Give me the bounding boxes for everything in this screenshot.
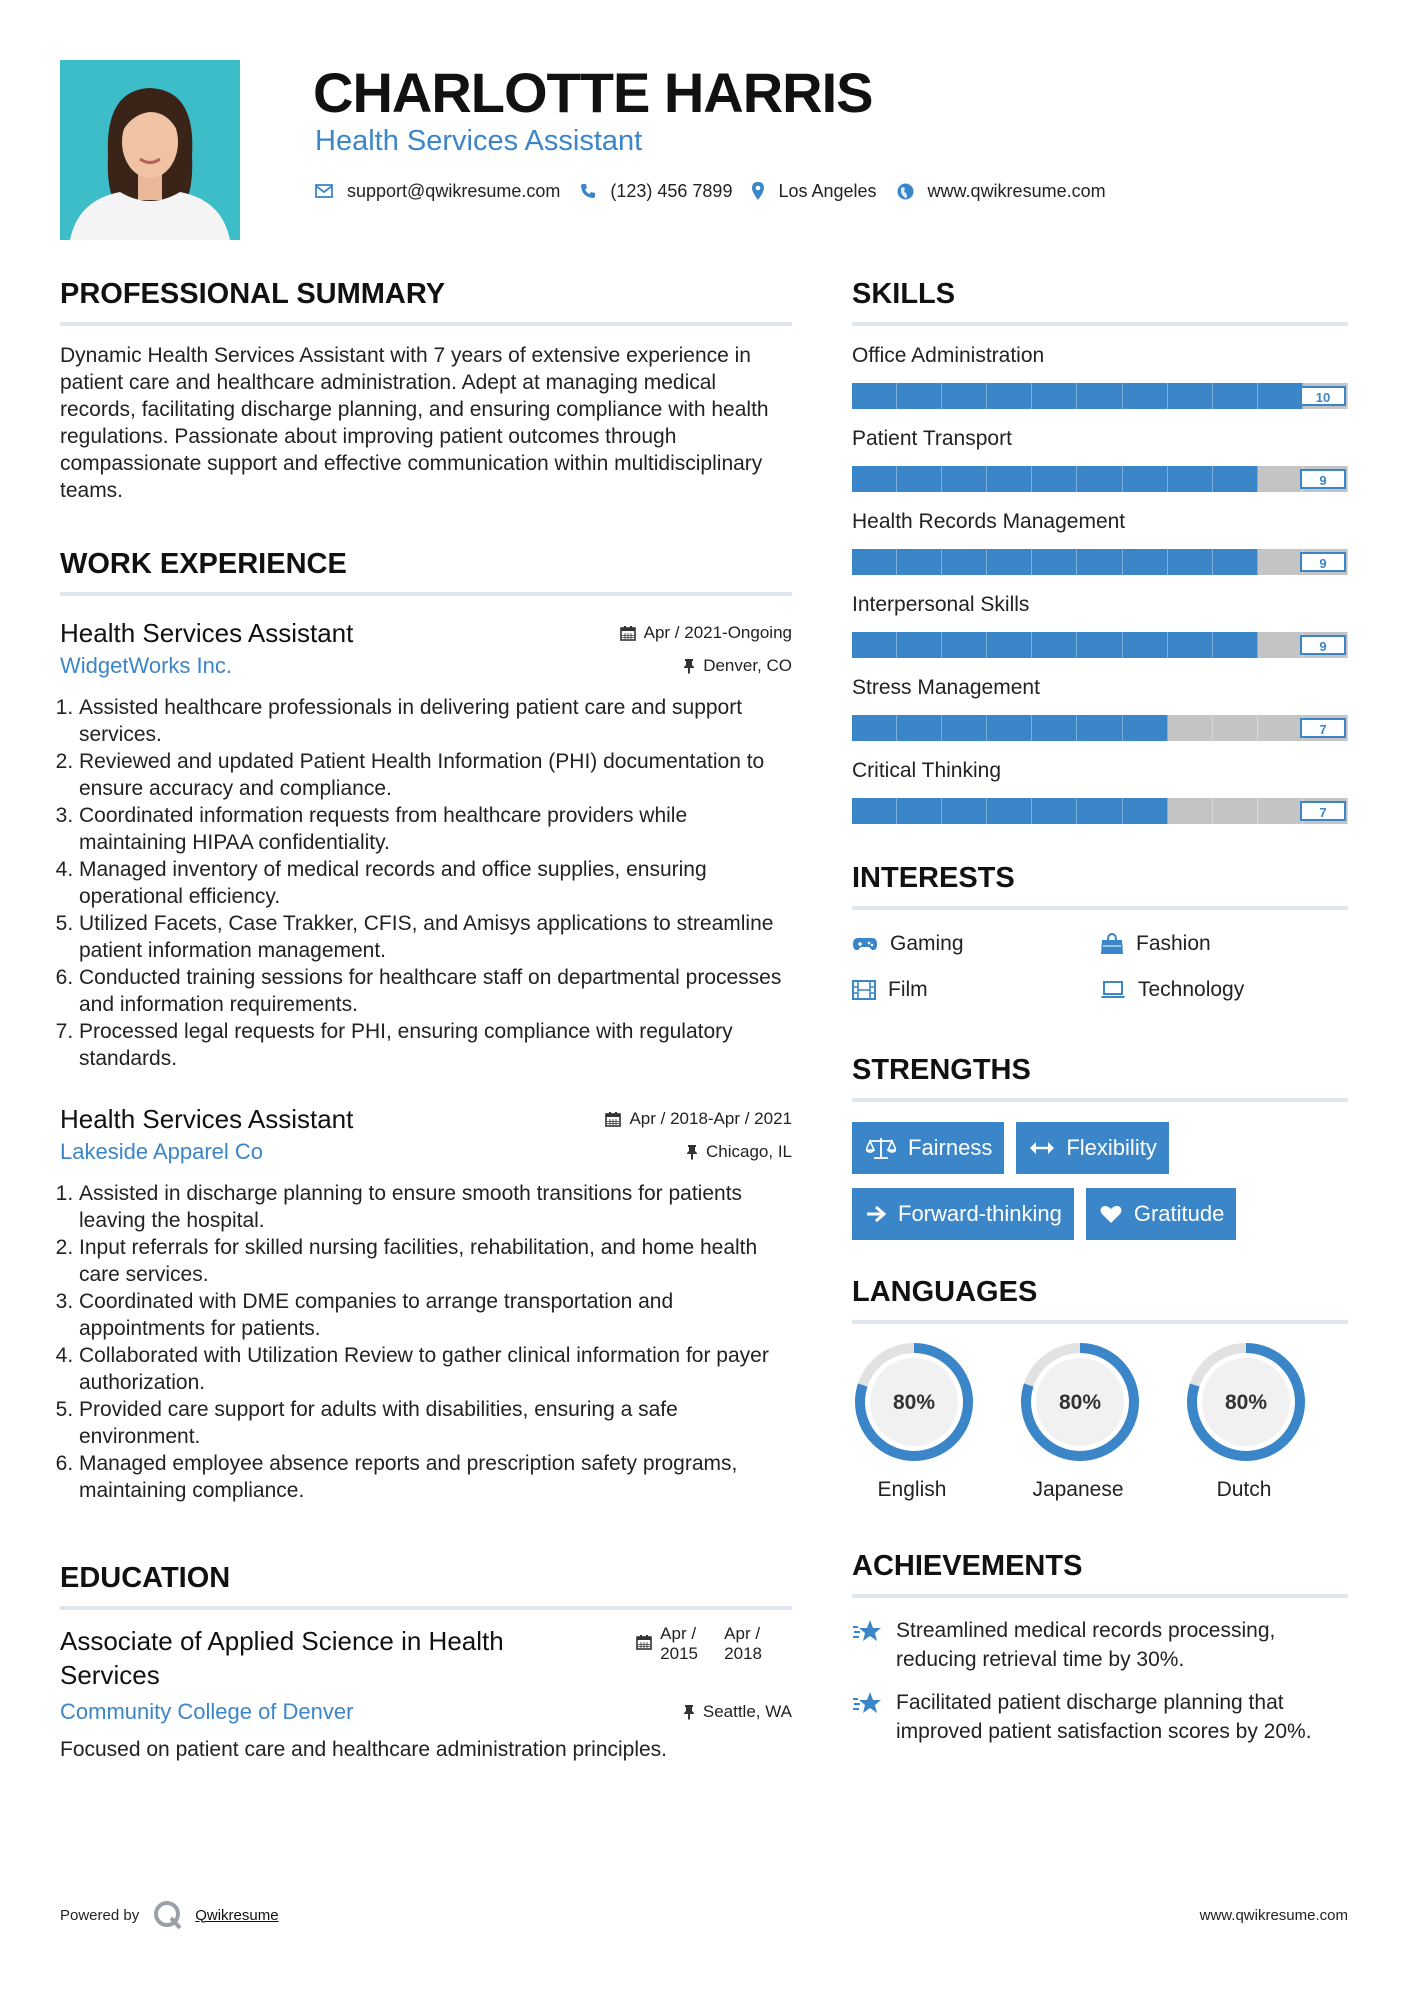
contact-bar xyxy=(315,178,1126,204)
education-heading: EDUCATION xyxy=(60,1554,792,1610)
school-location-text: Seattle, WA xyxy=(702,1702,792,1721)
language-ring xyxy=(852,1340,976,1464)
education-entry xyxy=(60,1624,792,1763)
strength-label: Fairness xyxy=(908,1135,993,1160)
duty-item: 7. Processed legal requests for PHI, ensuring compliance with regulatory standards. xyxy=(79,1018,792,1072)
achievement-item xyxy=(852,1616,1348,1674)
duty-item: 6. Conducted training sessions for healthcare staff on departmental processes and information requirements. xyxy=(79,964,792,1018)
skill-name: Interpersonal Skills xyxy=(852,593,1030,616)
duty-item: 2. Input referrals for skilled nursing facilities, rehabilitation, and home health care services. xyxy=(79,1234,792,1288)
qwikresume-logo-icon xyxy=(153,1900,183,1930)
job-title: Health Services Assistant xyxy=(60,1104,354,1134)
skill-name: Critical Thinking xyxy=(852,759,1001,782)
job-dates xyxy=(620,623,792,643)
skill-bar xyxy=(852,466,1348,492)
star-badge-icon xyxy=(852,1618,882,1646)
globe-icon xyxy=(897,183,914,200)
strength-chip xyxy=(852,1188,1074,1240)
achievement-text: Streamlined medical records processing, reducing retrieval time by 30%. xyxy=(896,1619,1276,1671)
contact-email[interactable]: support@qwikresume.com xyxy=(347,180,561,201)
strength-label: Forward-thinking xyxy=(898,1201,1062,1226)
strength-chip xyxy=(1016,1122,1168,1174)
interest-item xyxy=(852,928,1100,960)
language-item xyxy=(1184,1340,1304,1502)
degree-title: Associate of Applied Science in Health Services xyxy=(60,1626,504,1690)
education-start xyxy=(660,1624,724,1664)
contact-location: Los Angeles xyxy=(778,180,877,201)
education-start-month: Apr / xyxy=(660,1624,697,1643)
interest-label: Technology xyxy=(1138,978,1245,1001)
languages-heading: LANGUAGES xyxy=(852,1268,1348,1324)
education-end-year: 2018 xyxy=(724,1644,762,1663)
work-heading: WORK EXPERIENCE xyxy=(60,540,792,596)
duties-list xyxy=(60,1180,792,1504)
job-location-text: Chicago, IL xyxy=(706,1142,792,1161)
skill-bar xyxy=(852,632,1348,658)
pushpin-icon xyxy=(686,1144,698,1160)
arrow-right-icon xyxy=(866,1205,886,1223)
skills-heading: SKILLS xyxy=(852,270,1348,326)
strengths-list xyxy=(852,1122,1348,1254)
language-name: Dutch xyxy=(1216,1478,1272,1501)
education-dates xyxy=(636,1624,762,1664)
pushpin-icon xyxy=(683,1704,695,1720)
gamepad-icon xyxy=(852,935,878,953)
education-description: Focused on patient care and healthcare administration principles. xyxy=(60,1738,668,1761)
envelope-icon xyxy=(315,184,333,198)
strengths-heading: STRENGTHS xyxy=(852,1046,1348,1102)
arrows-horizontal-icon xyxy=(1030,1141,1054,1155)
skill-score: 10 xyxy=(1300,386,1346,406)
footer xyxy=(60,1900,1348,1930)
skill-score: 9 xyxy=(1300,635,1346,655)
bag-icon xyxy=(1100,933,1124,955)
contact-website[interactable]: www.qwikresume.com xyxy=(927,180,1106,201)
skill-name: Office Administration xyxy=(852,344,1045,367)
education-end xyxy=(724,1624,762,1664)
education-end-month: Apr / xyxy=(724,1624,761,1643)
strength-label: Gratitude xyxy=(1133,1201,1225,1226)
interest-label: Fashion xyxy=(1136,932,1211,955)
job-dates-text: Apr / 2021-Ongoing xyxy=(643,623,792,642)
duty-item: 1. Assisted in discharge planning to ensure smooth transitions for patients leaving the hospital. xyxy=(79,1180,792,1234)
pushpin-icon xyxy=(683,658,695,674)
job-dates-text: Apr / 2018-Apr / 2021 xyxy=(629,1109,792,1128)
school-name: Community College of Denver xyxy=(60,1699,354,1724)
strength-chip xyxy=(1086,1188,1237,1240)
candidate-role: Health Services Assistant xyxy=(315,125,643,157)
language-percent: 80% xyxy=(1224,1391,1268,1414)
skill-bar xyxy=(852,798,1348,824)
education-start-year: 2015 xyxy=(660,1644,698,1663)
skill-name: Health Records Management xyxy=(852,510,1126,533)
star-badge-icon xyxy=(852,1690,882,1718)
language-name: Japanese xyxy=(1032,1478,1124,1501)
interests-grid xyxy=(852,928,1348,1006)
company-name: Lakeside Apparel Co xyxy=(60,1139,264,1164)
summary-text: Dynamic Health Services Assistant with 7 years of extensive experience in patient care and healthcare administration. Adept at managing medical records, facilitating discharge planning, and ensuring compliance with health regulations. Passionate about improving patient outcomes through compassionate support and effective communication within multidisciplinary teams. xyxy=(60,344,769,502)
achievement-item xyxy=(852,1688,1348,1746)
skill-score: 7 xyxy=(1300,801,1346,821)
powered-by xyxy=(60,1900,279,1930)
skill-bar xyxy=(852,383,1348,409)
laptop-icon xyxy=(1100,981,1126,999)
phone-icon xyxy=(580,183,596,199)
duty-item: 4. Collaborated with Utilization Review to gather clinical information for payer authorization. xyxy=(79,1342,792,1396)
duty-item: 5. Utilized Facets, Case Trakker, CFIS, and Amisys applications to streamline patient information management. xyxy=(79,910,792,964)
skill-name: Patient Transport xyxy=(852,427,1012,450)
film-icon xyxy=(852,980,876,1000)
interest-item xyxy=(852,974,1100,1006)
interest-item xyxy=(1100,974,1348,1006)
job-entry xyxy=(60,616,792,1072)
map-marker-icon xyxy=(752,182,764,200)
languages-list xyxy=(852,1340,1348,1502)
powered-by-text: Powered by xyxy=(60,1906,140,1924)
language-item xyxy=(852,1340,972,1502)
calendar-icon xyxy=(605,1111,621,1127)
duties-list xyxy=(60,694,792,1072)
duty-item: 5. Provided care support for adults with disabilities, ensuring a safe environment. xyxy=(79,1396,792,1450)
language-item xyxy=(1018,1340,1138,1502)
interest-item xyxy=(1100,928,1348,960)
skill-score: 9 xyxy=(1300,552,1346,572)
school-location xyxy=(683,1702,792,1722)
contact-phone[interactable]: (123) 456 7899 xyxy=(610,180,733,201)
profile-photo xyxy=(60,60,240,240)
language-percent: 80% xyxy=(1058,1391,1102,1414)
footer-url[interactable]: www.qwikresume.com xyxy=(1199,1906,1348,1924)
candidate-name: CHARLOTTE HARRIS xyxy=(313,61,873,124)
duty-item: 1. Assisted healthcare professionals in delivering patient care and support services. xyxy=(79,694,792,748)
strength-label: Flexibility xyxy=(1066,1135,1157,1160)
skill-bar xyxy=(852,715,1348,741)
skill-bar xyxy=(852,549,1348,575)
duty-item: 3. Coordinated information requests from healthcare providers while maintaining HIPAA confidentiality. xyxy=(79,802,792,856)
skill-name: Stress Management xyxy=(852,676,1040,699)
strength-chip xyxy=(852,1122,1004,1174)
left-column xyxy=(60,270,792,1763)
summary-heading: PROFESSIONAL SUMMARY xyxy=(60,270,792,326)
balance-scale-icon xyxy=(866,1137,896,1159)
calendar-icon xyxy=(636,1634,652,1650)
duty-item: 2. Reviewed and updated Patient Health Information (PHI) documentation to ensure accuracy and compliance. xyxy=(79,748,792,802)
heart-icon xyxy=(1100,1204,1122,1224)
achievement-text: Facilitated patient discharge planning that improved patient satisfaction scores by 20%. xyxy=(896,1691,1312,1743)
duty-item: 6. Managed employee absence reports and prescription safety programs, maintaining compliance. xyxy=(79,1450,792,1504)
job-title: Health Services Assistant xyxy=(60,618,354,648)
job-location xyxy=(683,656,792,676)
job-location-text: Denver, CO xyxy=(703,656,792,675)
interest-label: Film xyxy=(888,978,928,1001)
language-percent: 80% xyxy=(892,1391,936,1414)
language-ring xyxy=(1184,1340,1308,1464)
job-dates xyxy=(605,1109,792,1129)
right-column xyxy=(852,270,1348,1746)
language-name: English xyxy=(877,1478,947,1501)
job-entry xyxy=(60,1102,792,1504)
portrait-image xyxy=(60,60,240,240)
skill-score: 7 xyxy=(1300,718,1346,738)
duty-item: 3. Coordinated with DME companies to arrange transportation and appointments for patients. xyxy=(79,1288,792,1342)
interests-heading: INTERESTS xyxy=(852,854,1348,910)
skill-score: 9 xyxy=(1300,469,1346,489)
skills-list xyxy=(852,342,1348,824)
language-ring xyxy=(1018,1340,1142,1464)
company-name: WidgetWorks Inc. xyxy=(60,653,232,678)
job-location xyxy=(686,1142,792,1162)
calendar-icon xyxy=(620,625,636,641)
duty-item: 4. Managed inventory of medical records and office supplies, ensuring operational efficiency. xyxy=(79,856,792,910)
brand-link[interactable]: Qwikresume xyxy=(195,1906,279,1924)
achievements-heading: ACHIEVEMENTS xyxy=(852,1542,1348,1598)
interest-label: Gaming xyxy=(890,932,964,955)
